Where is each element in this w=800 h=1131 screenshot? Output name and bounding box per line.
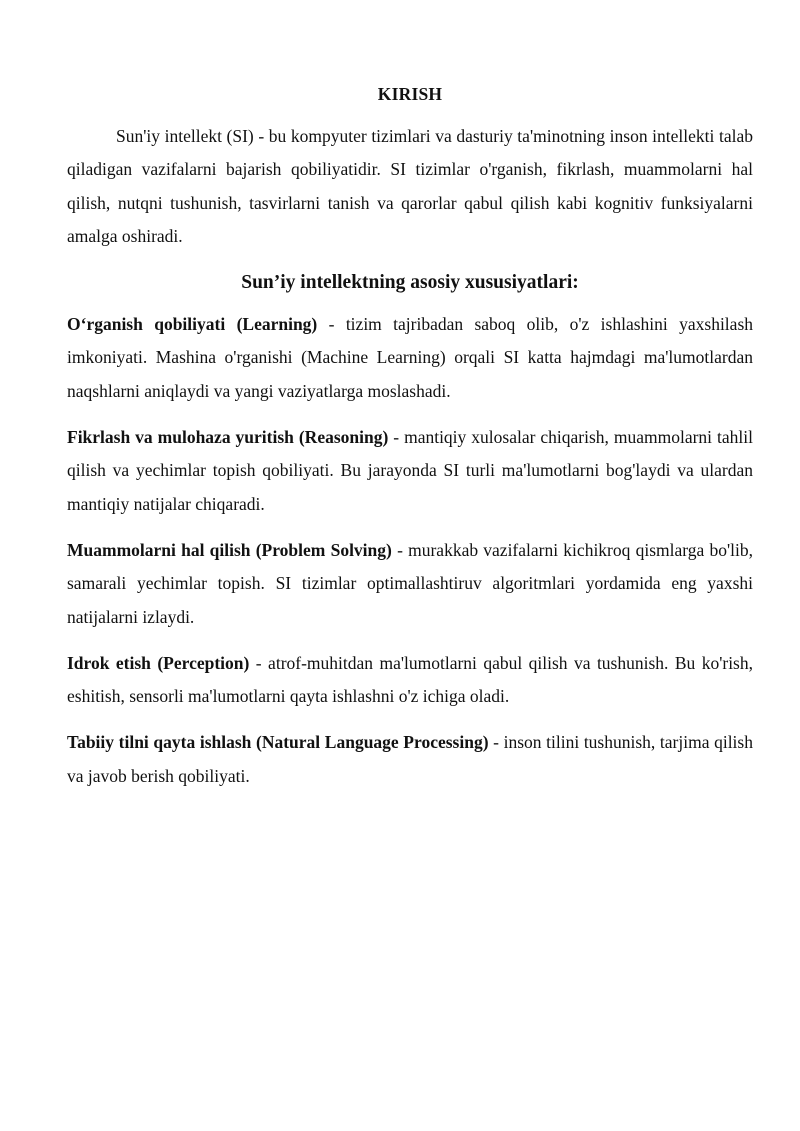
feature-description: - murakkab vazifalarni kichikroq qismlarga bo'lib, samarali yechimlar topish. SI tizimlar optimallashtiruv algoritmlari yordamida eng yaxshi natijalarni izlaydi.: [67, 539, 753, 627]
feature-description: - atrof-muhitdan ma'lumotlarni qabul qilish va tushunish. Bu ko'rish, eshitish, sensorli ma'lumotlarni qayta ishlashni o'z ichiga oladi.: [67, 652, 753, 707]
feature-perception: [67, 647, 753, 714]
feature-term: Tabiiy tilni qayta ishlash (Natural Language Processing): [67, 732, 489, 753]
feature-nlp: [67, 726, 753, 793]
section-heading: Sun’iy intellektning asosiy xususiyatlari:: [241, 272, 579, 294]
feature-description: - inson tilini tushunish, tarjima qilish va javob berish qobiliyati.: [67, 732, 753, 786]
document-page: [67, 0, 753, 793]
feature-description: - tizim tajribadan saboq olib, o'z ishlashini yaxshilash imkoniyati. Mashina o'rganishi (Machine Learning) orqali SI katta hajmdagi ma'lumotlardan naqshlarni aniqlaydi va yangi vaziyatlarga moslashadi.: [67, 314, 753, 401]
feature-term: Fikrlash va mulohaza yuritish (Reasoning): [67, 427, 389, 448]
feature-learning: [67, 308, 753, 408]
feature-description: - mantiqiy xulosalar chiqarish, muammolarni tahlil qilish va yechimlar topish qobiliyati. Bu jarayonda SI turli ma'lumotlarni bog'laydi va ulardan mantiqiy natijalar chiqaradi.: [67, 427, 753, 514]
feature-reasoning: [67, 421, 753, 521]
feature-term: O‘rganish qobiliyati (Learning): [67, 314, 318, 335]
feature-term: Idrok etish (Perception): [67, 652, 250, 673]
document-title: KIRISH: [377, 84, 443, 104]
feature-problem-solving: [67, 534, 753, 634]
intro-paragraph: Sun'iy intellekt (SI) - bu kompyuter tizimlari va dasturiy ta'minotning inson intellekti talab qiladigan vazifalarni bajarish qobiliyatidir. SI tizimlar o'rganish, fikrlash, muammolarni hal qilish, nutqni tushunish, tasvirlarni tanish va qarorlar qabul qilish kabi kognitiv funksiyalarni amalga oshiradi.: [67, 126, 753, 246]
feature-term: Muammolarni hal qilish (Problem Solving): [67, 539, 392, 560]
